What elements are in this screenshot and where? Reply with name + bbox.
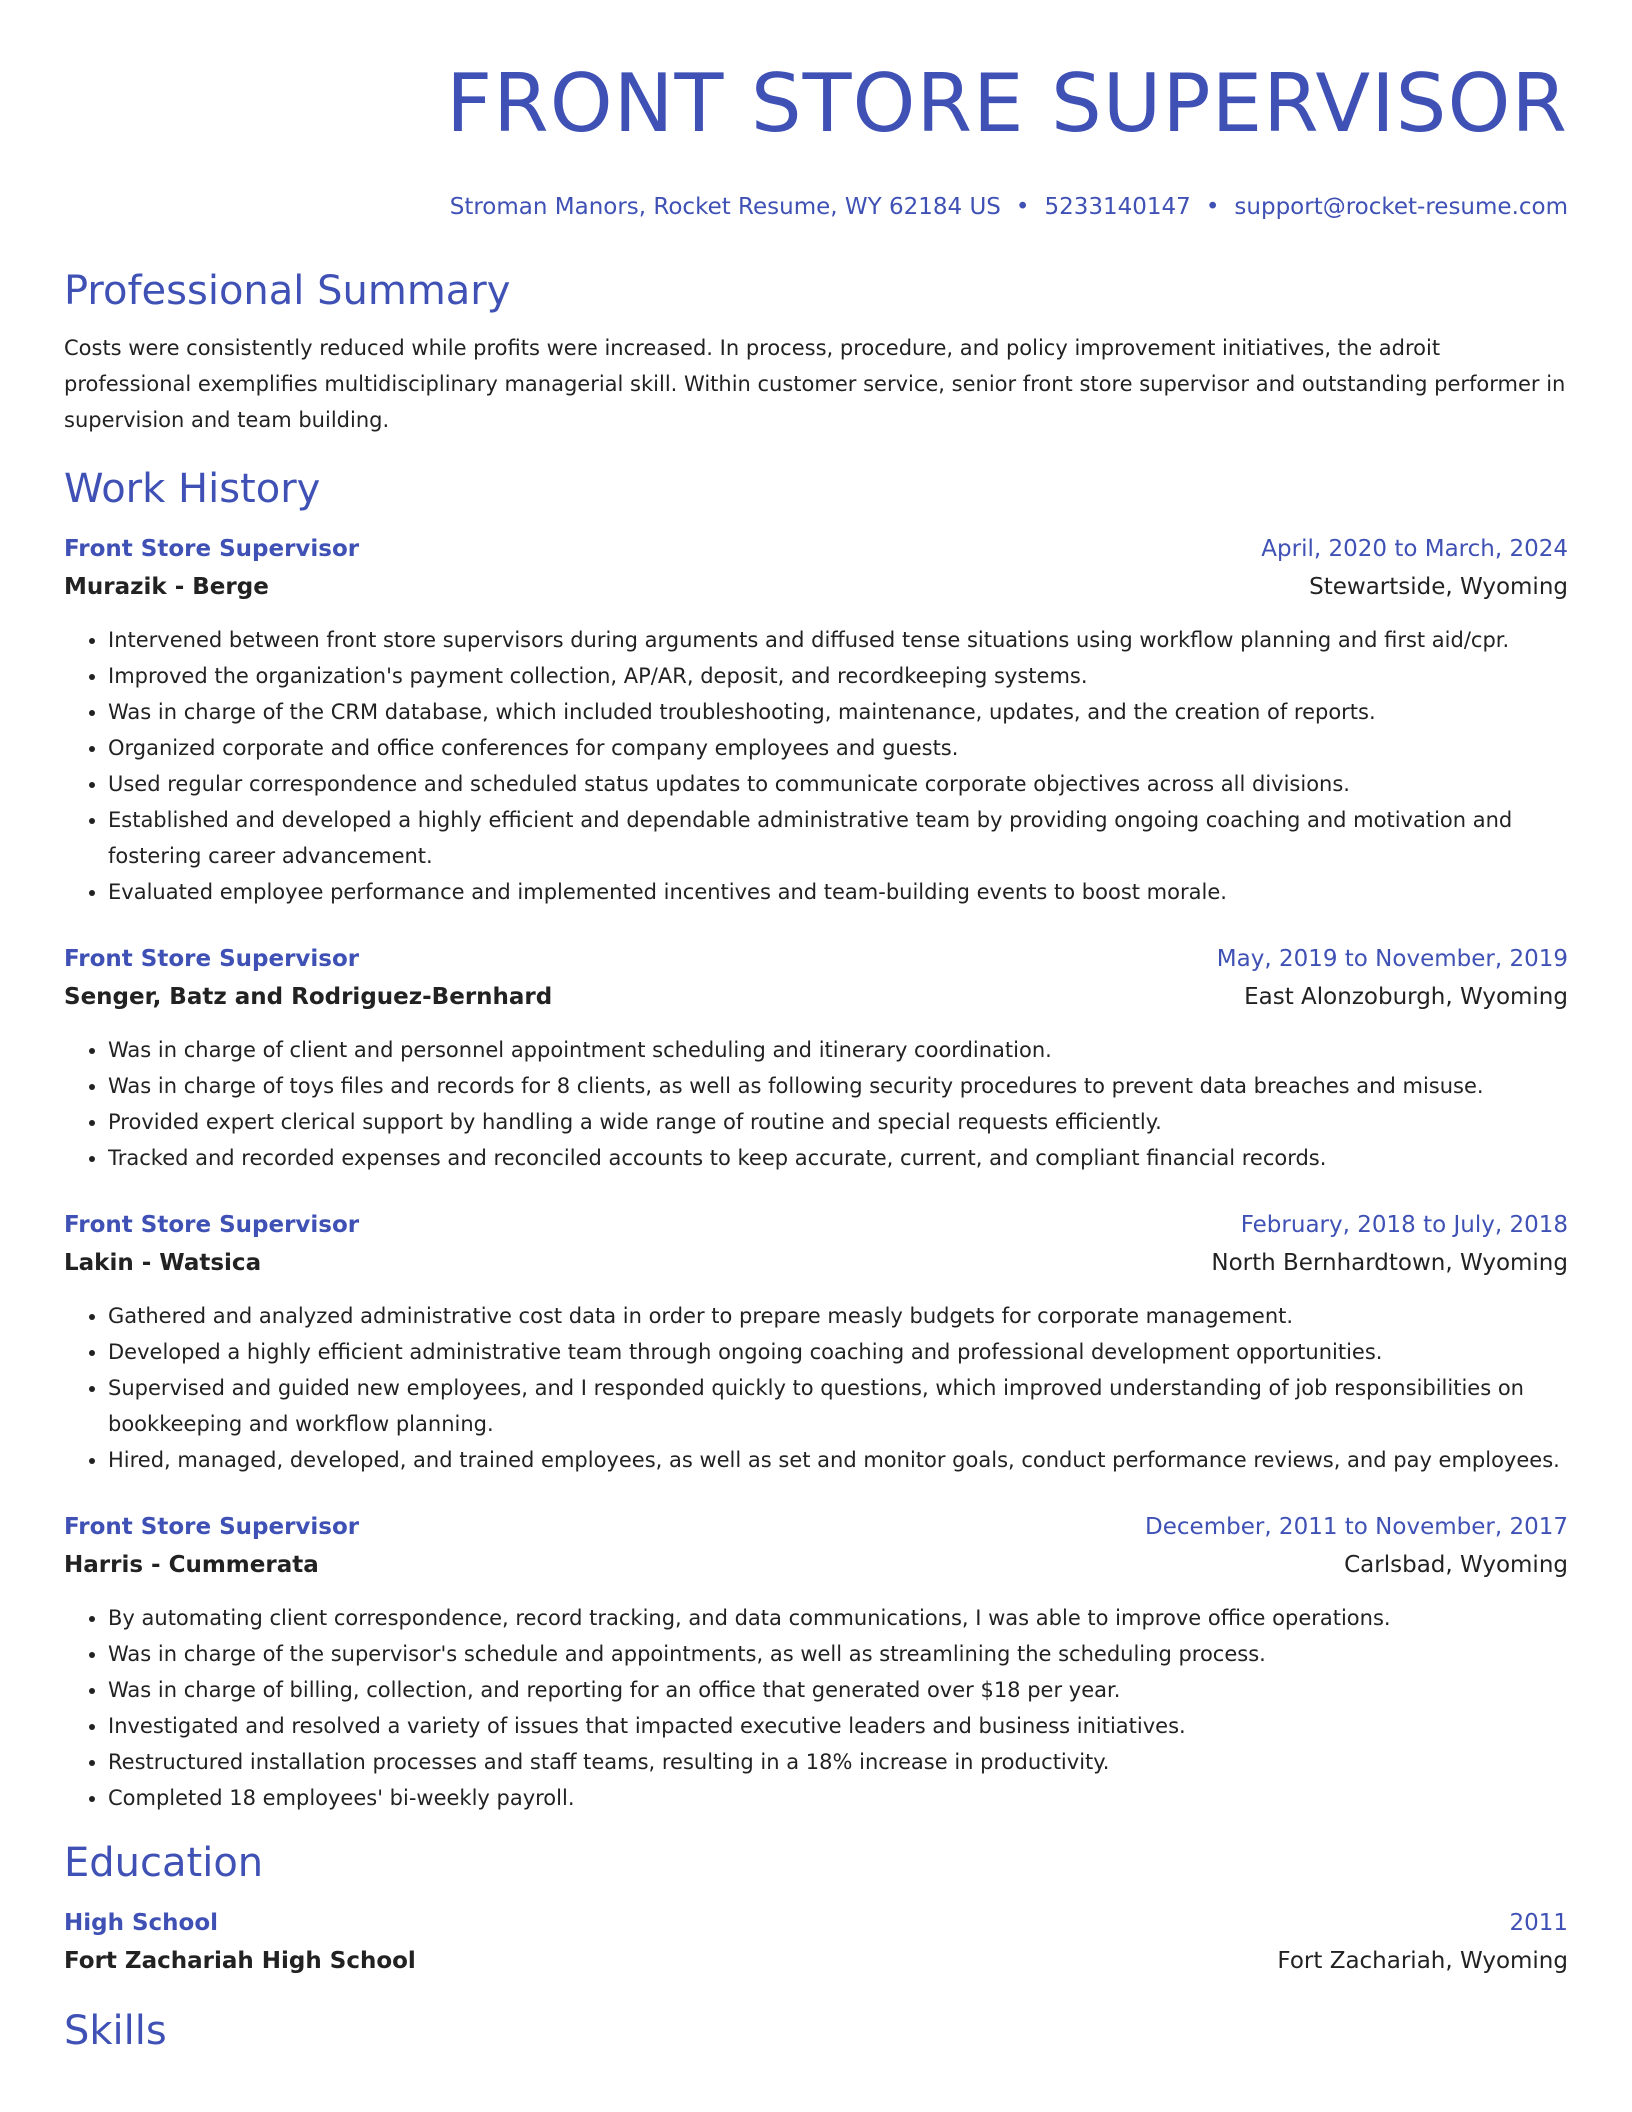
list-item: • Hired, managed, developed, and trained employees, as well as set and monitor goals, conduct performance reviews, and pay employees. [108, 1442, 1568, 1478]
list-item: • Established and developed a highly efficient and dependable administrative team by providing ongoing coaching and motivation and fostering career advancement. [108, 802, 1568, 874]
job-entry [64, 940, 1568, 1176]
education-degree: High School [64, 1910, 219, 1936]
job-dates: February, 2018 to July, 2018 [1240, 1212, 1568, 1238]
list-item: • Was in charge of client and personnel appointment scheduling and itinerary coordination. [108, 1032, 1568, 1068]
job-bullets [64, 1298, 1568, 1478]
job-company: Harris - Cummerata [64, 1552, 319, 1578]
work-history-heading: Work History [64, 466, 321, 512]
skills-heading: Skills [64, 2008, 167, 2054]
job-company: Murazik - Berge [64, 574, 269, 600]
education-year: 2011 [1509, 1910, 1568, 1936]
list-item: • Tracked and recorded expenses and reconciled accounts to keep accurate, current, and compliant financial records. [108, 1140, 1568, 1176]
job-location: Carlsbad, Wyoming [1344, 1552, 1568, 1578]
resume-title: FRONT STORE SUPERVISOR [446, 57, 1568, 150]
list-item: • Was in charge of the CRM database, which included troubleshooting, maintenance, updates, and the creation of reports. [108, 694, 1568, 730]
job-entry [64, 1508, 1568, 1816]
summary-text: Costs were consistently reduced while profits were increased. In process, procedure, and policy improvement initiatives, the adroit professional exemplifies multidisciplinary managerial skill. Within customer service, senior front store supervisor and outstanding performer in supervision and team building. [64, 336, 1566, 432]
list-item: • Was in charge of the supervisor's schedule and appointments, as well as streamlining the scheduling process. [108, 1636, 1568, 1672]
list-item: • Evaluated employee performance and implemented incentives and team-building events to boost morale. [108, 874, 1568, 910]
job-bullets [64, 622, 1568, 910]
job-role: Front Store Supervisor [64, 1514, 360, 1540]
contact-line [64, 192, 1568, 222]
job-location: Stewartside, Wyoming [1309, 574, 1568, 600]
job-entry [64, 1206, 1568, 1478]
job-role: Front Store Supervisor [64, 536, 360, 562]
list-item: • Organized corporate and office conferences for company employees and guests. [108, 730, 1568, 766]
list-item: • Improved the organization's payment collection, AP/AR, deposit, and recordkeeping systems. [108, 658, 1568, 694]
list-item: • Used regular correspondence and scheduled status updates to communicate corporate objectives across all divisions. [108, 766, 1568, 802]
list-item: • Gathered and analyzed administrative cost data in order to prepare measly budgets for corporate management. [108, 1298, 1568, 1334]
job-dates: May, 2019 to November, 2019 [1216, 946, 1568, 972]
contact-separator: • [1015, 194, 1030, 220]
list-item: • Restructured installation processes and staff teams, resulting in a 18% increase in productivity. [108, 1744, 1568, 1780]
education-heading: Education [64, 1840, 264, 1886]
contact-phone: 5233140147 [1044, 194, 1191, 220]
education-location: Fort Zachariah, Wyoming [1277, 1948, 1568, 1974]
job-bullets [64, 1032, 1568, 1176]
job-company: Senger, Batz and Rodriguez-Bernhard [64, 984, 553, 1010]
list-item: • Intervened between front store supervisors during arguments and diffused tense situations using workflow planning and first aid/cpr. [108, 622, 1568, 658]
job-bullets [64, 1600, 1568, 1816]
job-location: North Bernhardtown, Wyoming [1211, 1250, 1568, 1276]
contact-address: Stroman Manors, Rocket Resume, WY 62184 US [449, 194, 1001, 220]
job-role: Front Store Supervisor [64, 946, 360, 972]
job-company: Lakin - Watsica [64, 1250, 262, 1276]
contact-separator: • [1205, 194, 1220, 220]
list-item: • Supervised and guided new employees, and I responded quickly to questions, which improved understanding of job responsibilities on bookkeeping and workflow planning. [108, 1370, 1568, 1442]
job-dates: April, 2020 to March, 2024 [1261, 536, 1568, 562]
education-school: Fort Zachariah High School [64, 1948, 416, 1974]
summary-heading: Professional Summary [64, 268, 511, 314]
list-item: • By automating client correspondence, record tracking, and data communications, I was able to improve office operations. [108, 1600, 1568, 1636]
contact-email: support@rocket-resume.com [1234, 194, 1568, 220]
job-location: East Alonzoburgh, Wyoming [1244, 984, 1568, 1010]
list-item: • Was in charge of billing, collection, and reporting for an office that generated over $18 per year. [108, 1672, 1568, 1708]
list-item: • Investigated and resolved a variety of issues that impacted executive leaders and business initiatives. [108, 1708, 1568, 1744]
list-item: • Provided expert clerical support by handling a wide range of routine and special requests efficiently. [108, 1104, 1568, 1140]
job-role: Front Store Supervisor [64, 1212, 360, 1238]
education-entry [64, 1904, 1568, 1980]
job-entry [64, 530, 1568, 910]
job-dates: December, 2011 to November, 2017 [1145, 1514, 1568, 1540]
list-item: • Developed a highly efficient administrative team through ongoing coaching and professional development opportunities. [108, 1334, 1568, 1370]
list-item: • Was in charge of toys files and records for 8 clients, as well as following security procedures to prevent data breaches and misuse. [108, 1068, 1568, 1104]
list-item: • Completed 18 employees' bi-weekly payroll. [108, 1780, 1568, 1816]
